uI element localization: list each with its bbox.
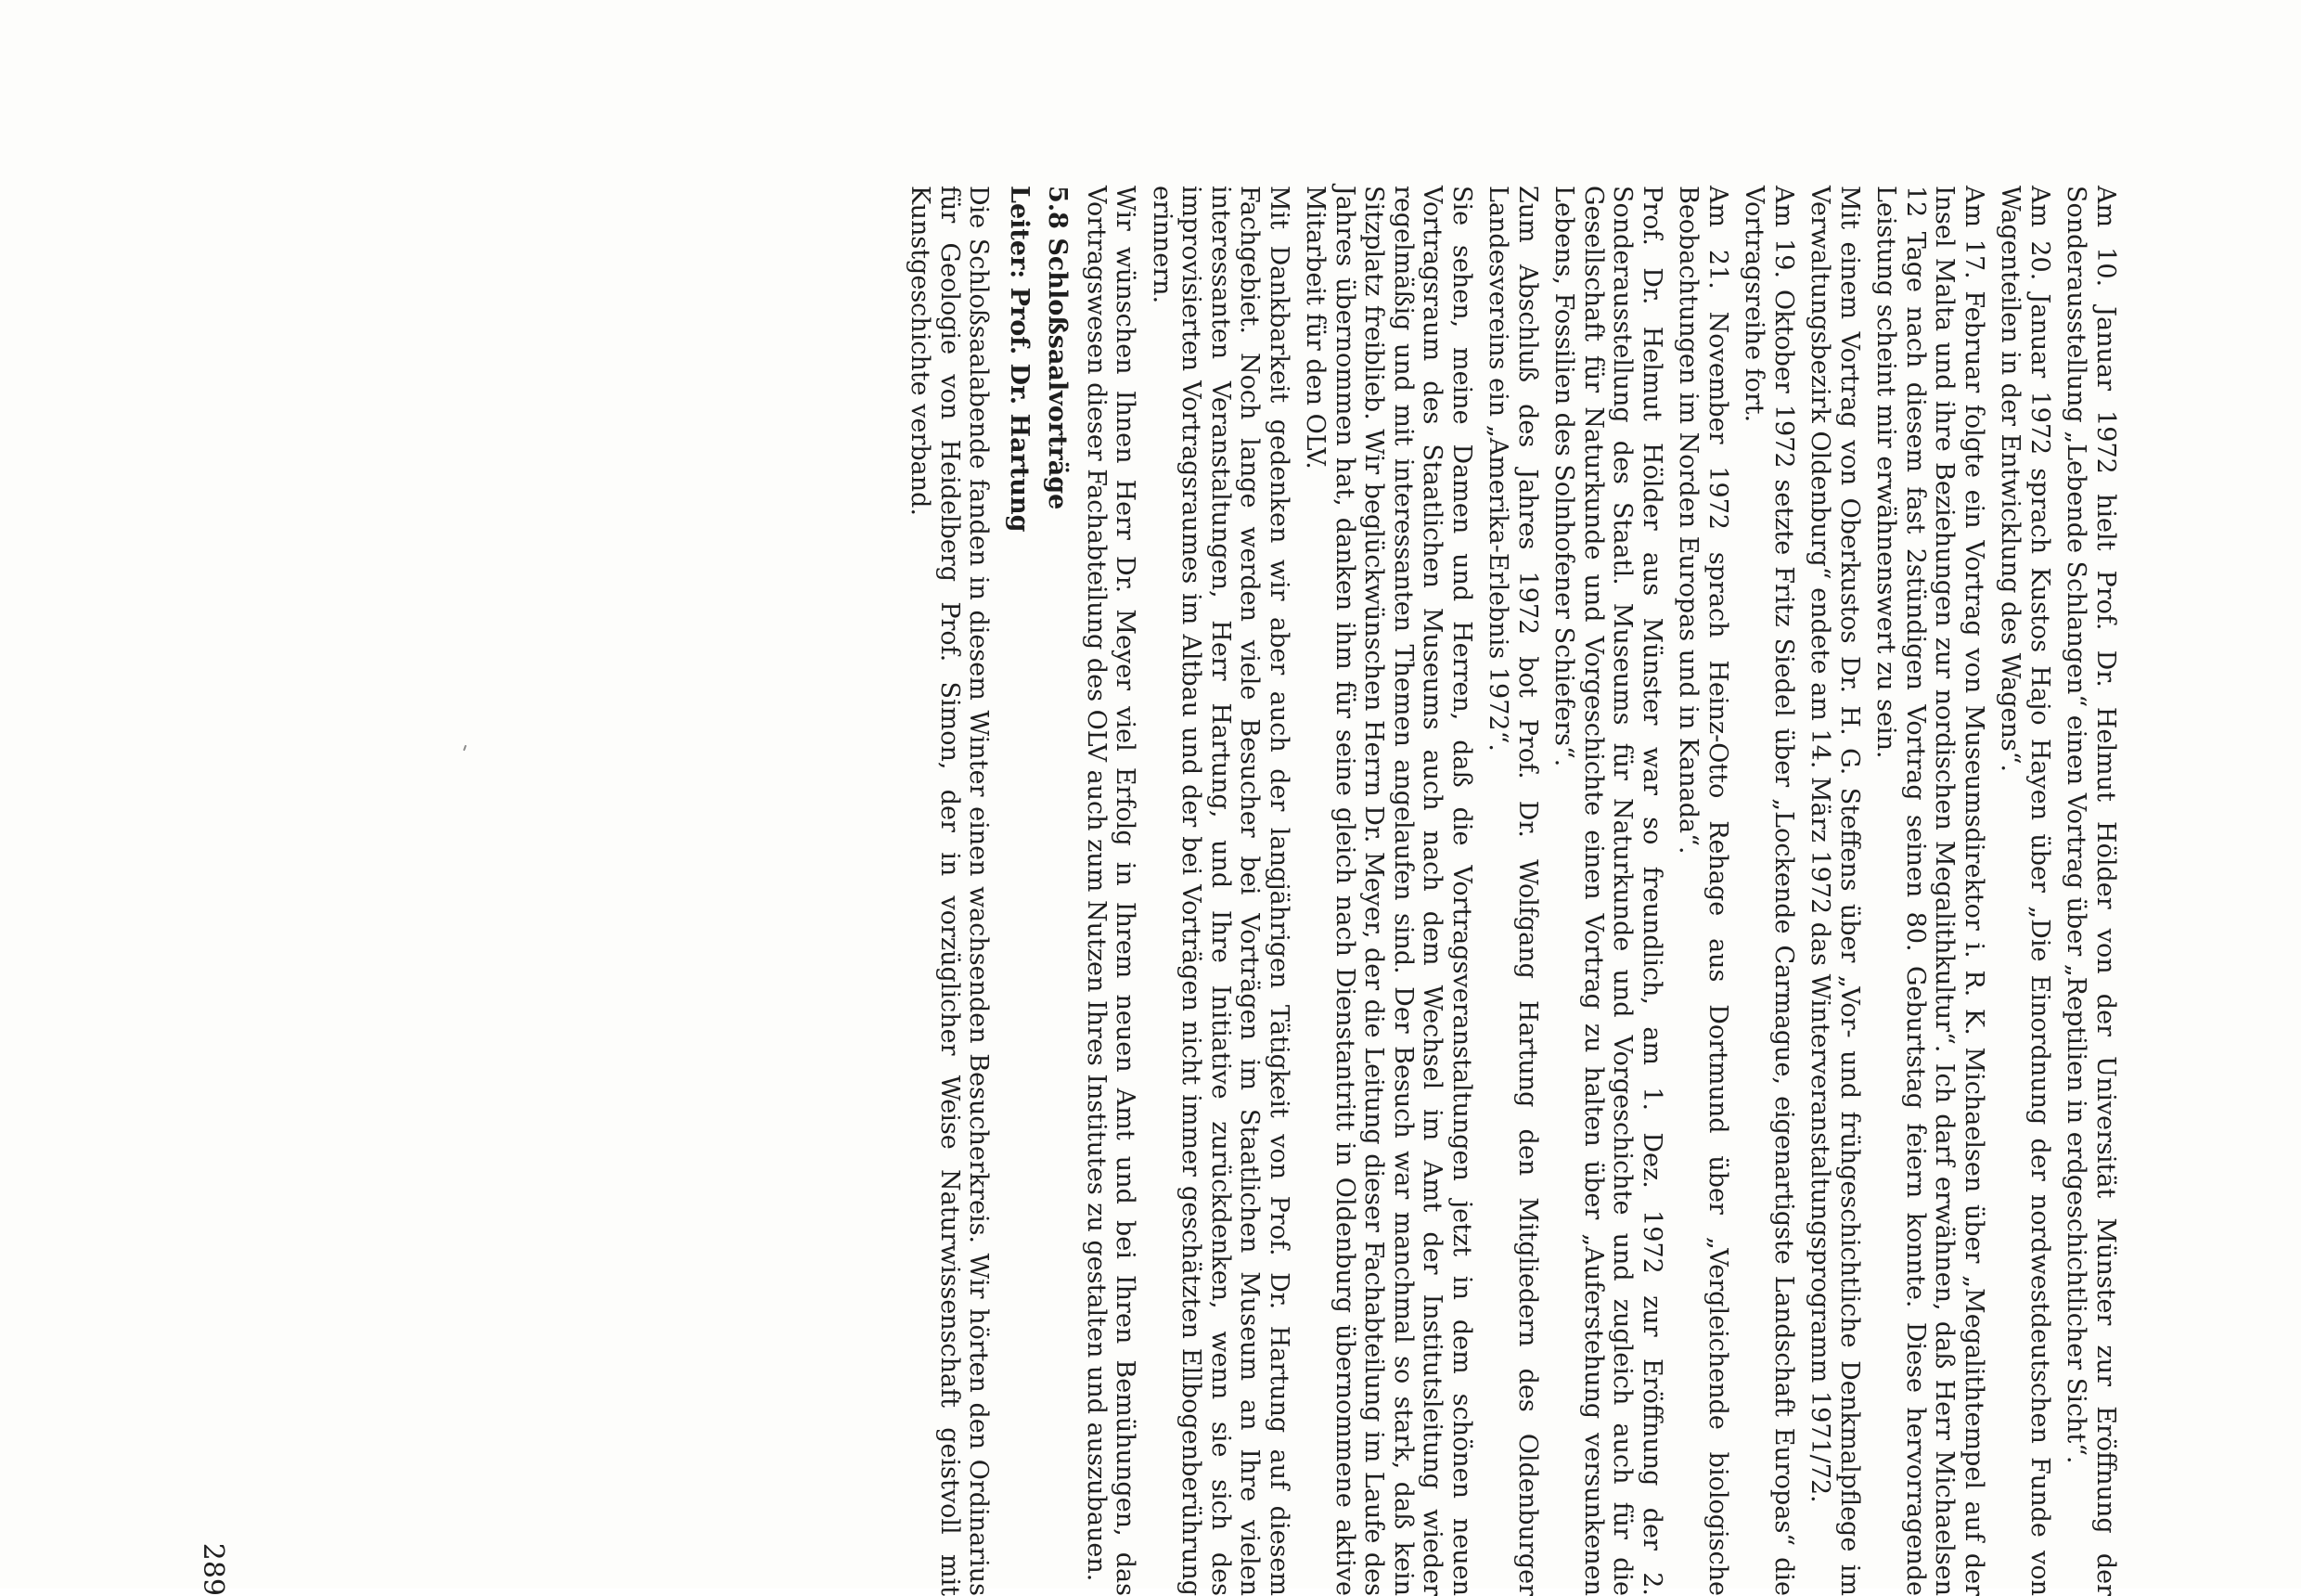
paragraph-dankbarkeit: Mit Dankbarkeit gedenken wir aber auch der langjährigen Tätigkeit von Prof. Dr. Hartung auf diesem Fachgebiet. Noch lange werden viele Besucher bei Vorträgen im Staatlichen Museum an Ihre vielen interessanten Veranstaltungen, Herr Hartung, und Ihre Initiative zurückdenken, wenn sie sich des improvisierten Vortragsraumes im Altbau und der bei Vorträgen nicht immer geschätzten Ellbogenberührung erinnern. (1148, 186, 1293, 1596)
rotated-text-block (197, 186, 2120, 1596)
paragraph-vortragsraum: Sie sehen, meine Damen und Herren, daß die Vortragsveranstaltungen jetzt in dem schönen neuen Vortragsraum des Staatlichen Museums auch nach dem Wechsel im Amt der Institutsleitung wieder regelmäßig und mit interessanten Themen angelaufen sind. Der Besuch war manchmal so stark, daß kein Sitzplatz freiblieb. Wir beglückwünschen Herrn Dr. Meyer, der die Leitung dieser Fachabteilung im Laufe des Jahres übernommen hat, danken ihm für seine gleich nach Dienstantritt in Oldenburg übernommene aktive Mitarbeit für den OLV. (1301, 186, 1476, 1596)
page-number: 289 (197, 1542, 229, 1596)
paragraph-rehage-kanada: Am 21. November 1972 sprach Heinz-Otto Rehage aus Dortmund über „Vergleichende biologische Beobachtungen im Norden Europas und in Kanada“. (1674, 186, 1732, 1596)
paragraph-wuensche-meyer: Wir wünschen Ihnen Herr Dr. Meyer viel Erfolg in Ihrem neuen Amt und bei Ihren Bemühungen, das Vortragswesen dieser Fachabteilung des OLV auch zum Nutzen Ihres Institutes zu gestalten und auszubauen. (1082, 186, 1140, 1596)
paragraph-hayen-wagen: Am 20. Januar 1972 sprach Kustos Hajo Hayen über „Die Einordnung der nordwestdeutschen Funde von Wagenteilen in der Entwicklung des Wagens“. (1996, 186, 2054, 1596)
paragraph-michaelsen-malta: Am 17. Februar folgte ein Vortrag von Museumsdirektor i. R. K. Michaelsen über „Megalithtempel auf der Insel Malta und ihre Beziehungen zur nordischen Megalithkultur“. Ich darf erwähnen, daß Herr Michaelsen 12 Tage nach diesem fast 2stündigen Vortrag seinen 80. Geburtstag feiern konnte. Diese hervorragende Leistung scheint mir erwähnenswert zu sein. (1871, 186, 1988, 1596)
paragraph-hoelder-solnhofen: Prof. Dr. Helmut Hölder aus Münster war so freundlich, am 1. Dez. 1972 zur Eröffnung der 2. Sonderausstellung des Staatl. Museums für Naturkunde und Vorgeschichte und zugleich auch für die Gesellschaft für Naturkunde und Vorgeschichte einen Vortrag zu halten über „Auferstehung versunkenen Lebens, Fossilien des Solnhofener Schiefers“. (1549, 186, 1666, 1596)
paragraph-hartung-amerika: Zum Abschluß des Jahres 1972 bot Prof. Dr. Wolfgang Hartung den Mitgliedern des Oldenburger Landesvereins ein „Amerika-Erlebnis 1972“. (1484, 186, 1542, 1596)
paragraph-hoelder-reptilien: Am 10. Januar 1972 hielt Prof. Dr. Helmut Hölder von der Universität Münster zur Eröffnung der Sonderausstellung „Lebende Schlangen“ einen Vortrag über „Reptilien in erdgeschichtlicher Sicht“. (2062, 186, 2120, 1596)
section-leader: Leiter: Prof. Dr. Hartung (1005, 186, 1034, 533)
paragraph-steffens-denkmalpflege: Mit einem Vortrag von Oberkustos Dr. H. G. Steffens über „Vor- und frühgeschichtliche Denkmalpflege im Verwaltungsbezirk Oldenburg“ endete am 14. März 1972 das Winterveranstaltungsprogramm 1971/72. (1806, 186, 1864, 1596)
paragraph-schlosssaal: Die Schloßsaalabende fanden in diesem Winter einen wachsenden Besucherkreis. Wir hörten den Ordinarius für Geologie von Heidelberg Prof. Simon, der in vorzüglicher Weise Naturwissenschaft geistvoll mit Kunstgeschichte verband. (906, 186, 994, 1596)
section-heading: 5.8 Schloßsaalvorträge (1043, 186, 1073, 510)
paragraph-siedel-carmague: Am 19. Oktober 1972 setzte Fritz Siedel über „Lockende Carmague, eigenartigste Landschaft Europas“ die Vortragsreihe fort. (1740, 186, 1798, 1596)
